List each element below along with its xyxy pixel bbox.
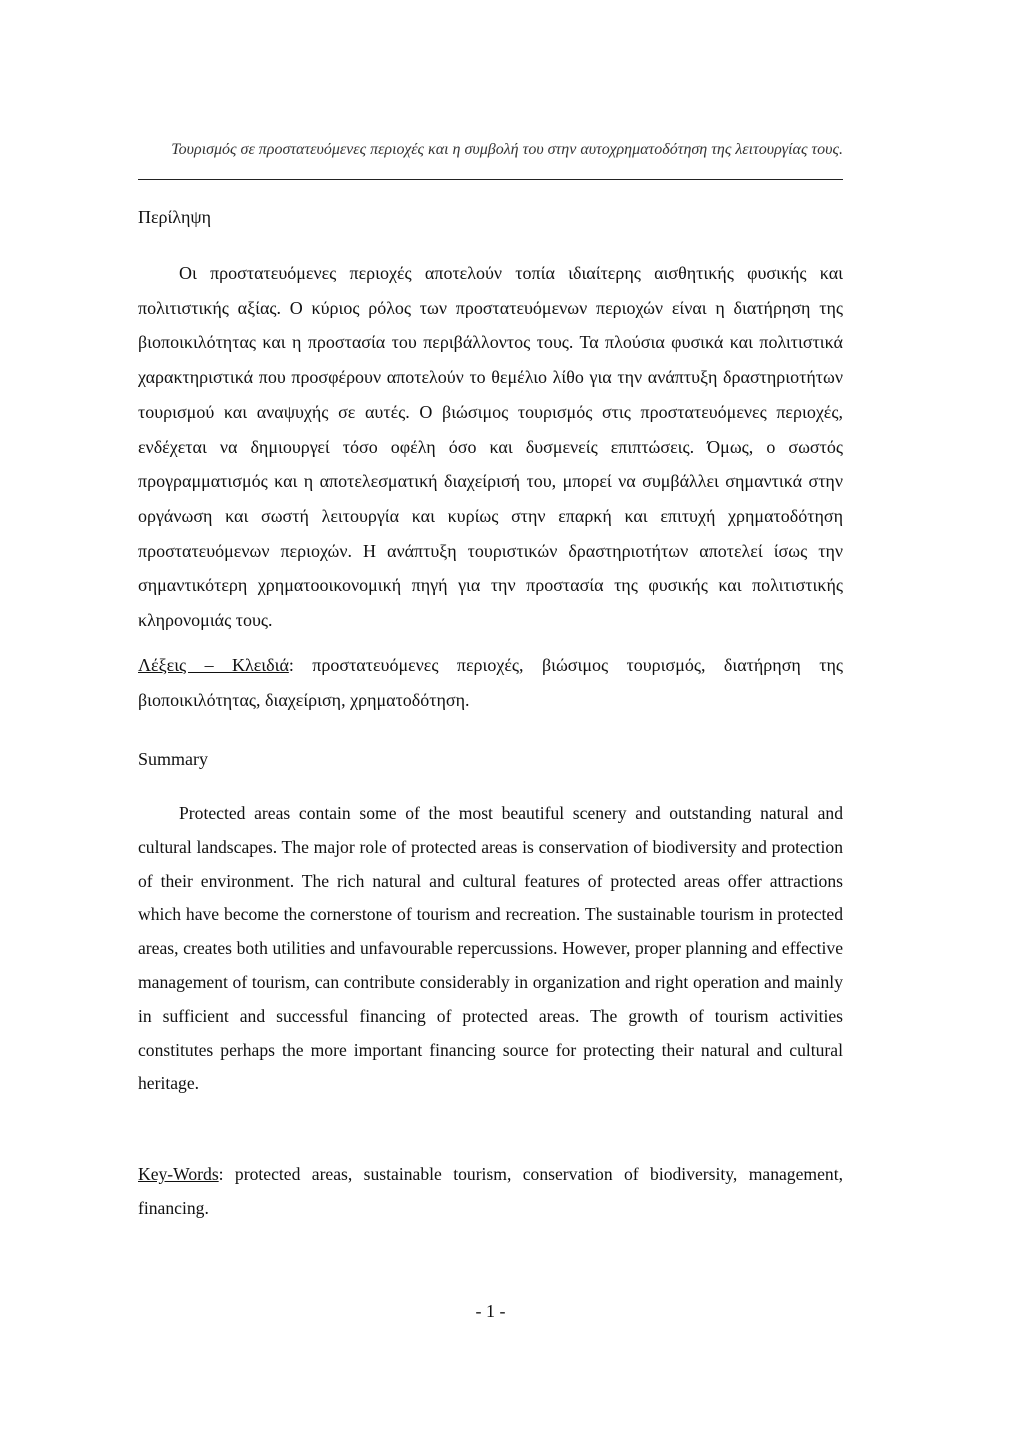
greek-keywords-text: προστατευόμενες περιοχές, βιώσιμος τουρισμός, διατήρηση της βιοποικιλότητας, διαχείριση, χρηματοδότηση. xyxy=(138,655,843,710)
running-header xyxy=(138,140,843,159)
greek-keywords-label: Λέξεις – Κλειδιά xyxy=(138,655,289,675)
page-number: - 1 - xyxy=(475,1301,506,1321)
english-abstract xyxy=(138,797,843,1101)
header-rule xyxy=(138,179,843,180)
greek-keywords-separator: : xyxy=(288,655,294,675)
running-header-title: Τουρισμός σε προστατευόμενες περιοχές και η συμβολή του στην αυτοχρηματοδότηση της λειτουργίας τους. xyxy=(171,141,843,158)
greek-abstract-text: Οι προστατευόμενες περιοχές αποτελούν τοπία ιδιαίτερης αισθητικής φυσικής και πολιτιστικής αξίας. Ο κύριος ρόλος των προστατευόμενων περιοχών είναι η διατήρηση της βιοποικιλότητας και η προστασία του περιβάλλοντος τους. Τα πλούσια φυσικά και πολιτιστικά χαρακτηριστικά που προσφέρουν αποτελούν το θεμέλιο λίθο για την ανάπτυξη δραστηριοτήτων τουρισμού και αναψυχής σε αυτές. Ο βιώσιμος τουρισμός στις προστατευόμενες περιοχές, ενδέχεται να δημιουργεί τόσο οφέλη όσο και δυσμενείς επιπτώσεις. Όμως, ο σωστός προγραμματισμός και η αποτελεσματική διαχείρισή του, μπορεί να συμβάλλει σημαντικά στην οργάνωση και σωστή λειτουργία και κυρίως στην επαρκή και επιτυχή χρηματοδότηση προστατευόμενων περιοχών. Η ανάπτυξη τουριστικών δραστηριοτήτων αποτελεί ίσως την σημαντικότερη χρηματοοικονομική πηγή για την προστασία της φυσικής και πολιτιστικής κληρονομιάς τους. xyxy=(138,263,843,631)
english-keywords-separator: : xyxy=(218,1164,224,1184)
english-keywords xyxy=(138,1158,843,1226)
english-keywords-label: Key-Words xyxy=(138,1164,219,1184)
english-keywords-text: protected areas, sustainable tourism, conservation of biodiversity, management, financing. xyxy=(138,1164,843,1218)
greek-abstract xyxy=(138,256,843,638)
greek-summary-heading: Περίληψη xyxy=(138,207,212,227)
english-abstract-text: Protected areas contain some of the most beautiful scenery and outstanding natural and cultural landscapes. The major role of protected areas is conservation of biodiversity and protection of their environment. The rich natural and cultural features of protected areas offer attractions which have become the cornerstone of tourism and recreation. The sustainable tourism in protected areas, creates both utilities and unfavourable repercussions. However, proper planning and effective management of tourism, can contribute considerably in organization and right operation and mainly in sufficient and successful financing of protected areas. The growth of tourism activities constitutes perhaps the more important financing source for protecting their natural and cultural heritage. xyxy=(138,803,843,1094)
english-summary-heading: Summary xyxy=(138,749,208,769)
greek-keywords xyxy=(138,648,843,717)
